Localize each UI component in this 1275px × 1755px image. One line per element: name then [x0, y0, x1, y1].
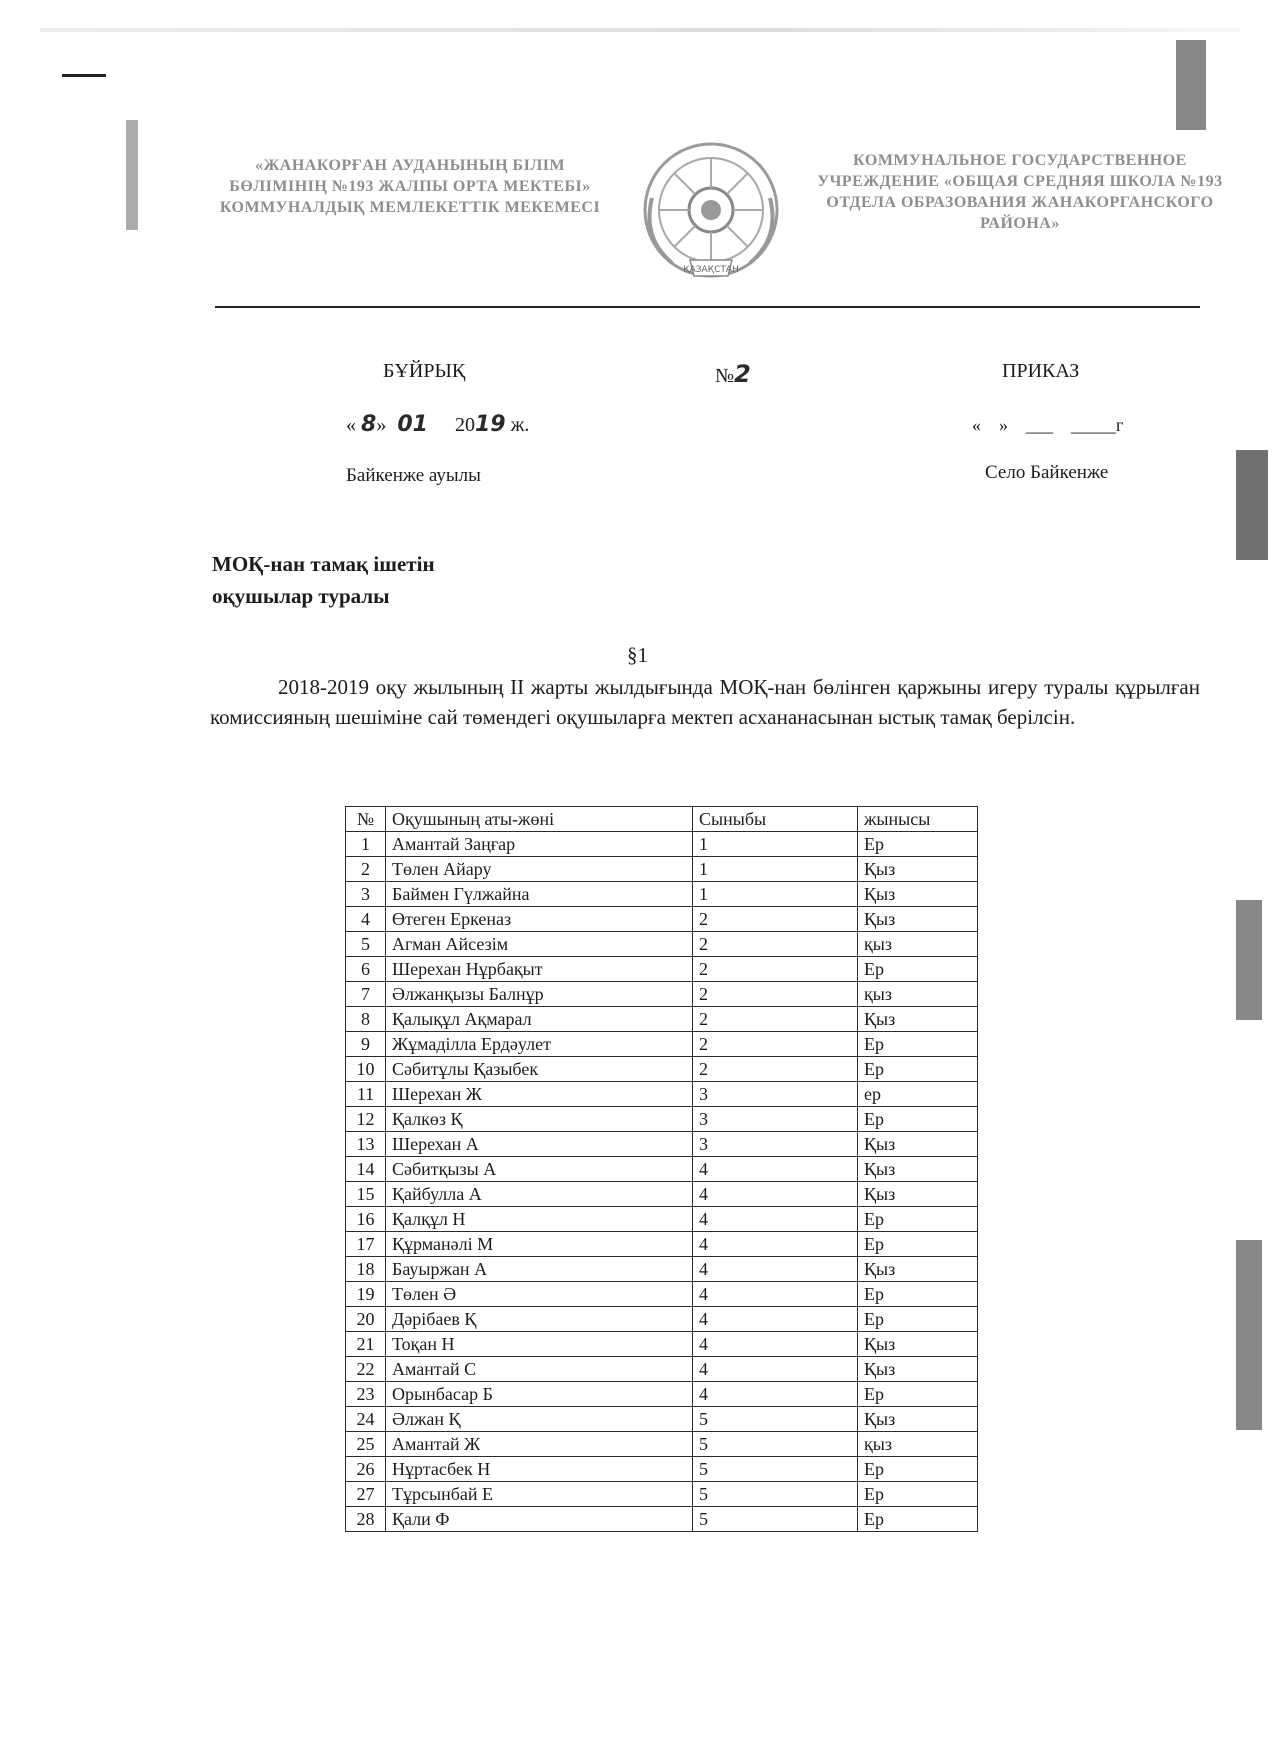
student-sex: Ер [858, 1507, 978, 1532]
scan-edge-line [40, 28, 1240, 32]
student-class: 3 [693, 1107, 858, 1132]
student-sex: Қыз [858, 907, 978, 932]
table-row [346, 1307, 978, 1332]
student-sex: Ер [858, 1307, 978, 1332]
student-name: Агман Айсезім [386, 932, 693, 957]
date-day: 8 [361, 412, 377, 437]
table-row [346, 1107, 978, 1132]
student-name: Қалқұл Н [386, 1207, 693, 1232]
header-divider [215, 306, 1200, 308]
row-number: 1 [346, 832, 386, 857]
student-name: Қайбулла А [386, 1182, 693, 1207]
scan-mark [126, 120, 138, 230]
student-name: Тұрсынбай Е [386, 1482, 693, 1507]
student-name: Төлен Ә [386, 1282, 693, 1307]
order-label-ru: ПРИКАЗ [1002, 360, 1080, 382]
student-sex: Ер [858, 1057, 978, 1082]
table-row [346, 1357, 978, 1382]
row-number: 28 [346, 1507, 386, 1532]
table-row [346, 907, 978, 932]
student-sex: Қыз [858, 1257, 978, 1282]
student-class: 4 [693, 1182, 858, 1207]
student-name: Бауыржан А [386, 1257, 693, 1282]
row-number: 23 [346, 1382, 386, 1407]
date-month: 01 [397, 412, 428, 437]
student-name: Баймен Гүлжайна [386, 882, 693, 907]
row-number: 20 [346, 1307, 386, 1332]
row-number: 19 [346, 1282, 386, 1307]
student-class: 4 [693, 1307, 858, 1332]
student-class: 2 [693, 1057, 858, 1082]
student-class: 4 [693, 1157, 858, 1182]
row-number: 17 [346, 1232, 386, 1257]
student-sex: Ер [858, 1107, 978, 1132]
student-class: 4 [693, 1357, 858, 1382]
student-sex: Қыз [858, 1332, 978, 1357]
table-row [346, 1257, 978, 1282]
header-class: Сыныбы [693, 807, 858, 832]
student-name: Амантай Заңғар [386, 832, 693, 857]
student-class: 4 [693, 1207, 858, 1232]
place-ru: Село Байкенже [985, 462, 1109, 483]
student-class: 4 [693, 1282, 858, 1307]
student-name: Дәрібаев Қ [386, 1307, 693, 1332]
student-sex: қыз [858, 932, 978, 957]
student-class: 5 [693, 1457, 858, 1482]
order-label-kz: БҰЙРЫҚ [383, 360, 466, 382]
date-suffix: ж. [510, 414, 530, 436]
order-number [715, 360, 751, 388]
student-sex: Қыз [858, 857, 978, 882]
table-row [346, 1432, 978, 1457]
student-name: Орынбасар Б [386, 1382, 693, 1407]
table-row [346, 1182, 978, 1207]
student-sex: қыз [858, 982, 978, 1007]
row-number: 11 [346, 1082, 386, 1107]
table-row [346, 832, 978, 857]
student-name: Құрманәлі М [386, 1232, 693, 1257]
student-class: 4 [693, 1332, 858, 1357]
date-year-suffix: 19 [474, 412, 506, 437]
row-number: 12 [346, 1107, 386, 1132]
table-row [346, 1332, 978, 1357]
student-name: Қалкөз Қ [386, 1107, 693, 1132]
row-number: 7 [346, 982, 386, 1007]
order-date-ru-blank: « » ___ _____г [972, 415, 1124, 435]
student-name: Жұмаділла Ердәулет [386, 1032, 693, 1057]
table-body [346, 832, 978, 1532]
student-class: 4 [693, 1257, 858, 1282]
date-close-quote: » [376, 414, 387, 436]
title-line-1: МОҚ-нан тамақ ішетін [212, 552, 435, 576]
row-number: 15 [346, 1182, 386, 1207]
table-row [346, 1032, 978, 1057]
table-row [346, 1207, 978, 1232]
row-number: 22 [346, 1357, 386, 1382]
table-row [346, 1132, 978, 1157]
table-row [346, 1407, 978, 1432]
table-row [346, 882, 978, 907]
student-sex: ер [858, 1082, 978, 1107]
student-sex: Ер [858, 1282, 978, 1307]
scan-dash [62, 74, 106, 77]
student-name: Амантай С [386, 1357, 693, 1382]
table-row [346, 1082, 978, 1107]
row-number: 18 [346, 1257, 386, 1282]
student-name: Әлжан Қ [386, 1407, 693, 1432]
header-left-organization: «ЖАНАКОРҒАН АУДАНЫНЫҢ БІЛІМ БӨЛІМІНІҢ №193 ЖАЛПЫ ОРТА МЕКТЕБІ» КОММУНАЛДЫҚ МЕМЛЕКЕТТІК МЕКЕМЕСІ [219, 157, 601, 216]
student-name: Қали Ф [386, 1507, 693, 1532]
scan-mark [1236, 1240, 1262, 1430]
student-class: 1 [693, 832, 858, 857]
student-sex: қыз [858, 1432, 978, 1457]
row-number: 2 [346, 857, 386, 882]
student-sex: Ер [858, 1032, 978, 1057]
student-name: Тоқан Н [386, 1332, 693, 1357]
table-header-row [346, 807, 978, 832]
table-row [346, 857, 978, 882]
state-emblem-icon [632, 138, 790, 286]
row-number: 13 [346, 1132, 386, 1157]
student-name: Өтеген Еркеназ [386, 907, 693, 932]
student-sex: Қыз [858, 1132, 978, 1157]
student-sex: Ер [858, 1382, 978, 1407]
student-class: 2 [693, 907, 858, 932]
section-sign: §1 [627, 643, 648, 667]
student-name: Төлен Айару [386, 857, 693, 882]
body-paragraph: 2018-2019 оқу жылының ІІ жарты жылдығында МОҚ-нан бөлінген қаржыны игеру туралы құрылған комиссияның шешіміне сай төмендегі оқушыларға мектеп асхананасынан ыстық тамақ берілсін. [210, 675, 1200, 729]
document-title [212, 548, 435, 612]
student-class: 1 [693, 857, 858, 882]
table-row [346, 1482, 978, 1507]
student-name: Шерехан Нұрбақыт [386, 957, 693, 982]
student-class: 5 [693, 1432, 858, 1457]
header-right-organization: КОММУНАЛЬНОЕ ГОСУДАРСТВЕННОЕ УЧРЕЖДЕНИЕ «ОБЩАЯ СРЕДНЯЯ ШКОЛА №193 ОТДЕЛА ОБРАЗОВАНИЯ ЖАНАКОРГАНСКОГО РАЙОНА» [817, 152, 1223, 232]
student-sex: Ер [858, 1207, 978, 1232]
student-sex: Ер [858, 957, 978, 982]
student-sex: Ер [858, 832, 978, 857]
table-row [346, 1457, 978, 1482]
table-row [346, 1507, 978, 1532]
table-row [346, 1057, 978, 1082]
table-row [346, 982, 978, 1007]
row-number: 21 [346, 1332, 386, 1357]
student-class: 5 [693, 1407, 858, 1432]
scan-mark [1236, 900, 1262, 1020]
student-class: 1 [693, 882, 858, 907]
row-number: 26 [346, 1457, 386, 1482]
student-sex: Қыз [858, 882, 978, 907]
student-name: Шерехан А [386, 1132, 693, 1157]
row-number: 10 [346, 1057, 386, 1082]
row-number: 5 [346, 932, 386, 957]
header-sex: жынысы [858, 807, 978, 832]
table-row [346, 1157, 978, 1182]
row-number: 25 [346, 1432, 386, 1457]
row-number: 4 [346, 907, 386, 932]
student-sex: Қыз [858, 1157, 978, 1182]
student-class: 2 [693, 982, 858, 1007]
table-row [346, 932, 978, 957]
header-number: № [346, 807, 386, 832]
date-open-quote: « [346, 414, 356, 436]
student-class: 2 [693, 932, 858, 957]
student-class: 2 [693, 1007, 858, 1032]
scan-mark [1236, 450, 1268, 560]
row-number: 24 [346, 1407, 386, 1432]
row-number: 14 [346, 1157, 386, 1182]
place-kz: Байкенже ауылы [346, 465, 481, 486]
student-class: 4 [693, 1382, 858, 1407]
student-sex: Ер [858, 1482, 978, 1507]
student-class: 3 [693, 1132, 858, 1157]
row-number: 9 [346, 1032, 386, 1057]
row-number: 16 [346, 1207, 386, 1232]
student-name: Сәбитұлы Қазыбек [386, 1057, 693, 1082]
student-class: 3 [693, 1082, 858, 1107]
student-sex: Ер [858, 1457, 978, 1482]
student-name: Әлжанқызы Балнұр [386, 982, 693, 1007]
order-date-kz [346, 412, 529, 437]
table-row [346, 1232, 978, 1257]
header-name: Оқушының аты-жөні [386, 807, 693, 832]
student-name: Амантай Ж [386, 1432, 693, 1457]
row-number: 8 [346, 1007, 386, 1032]
table-row [346, 1282, 978, 1307]
student-class: 5 [693, 1482, 858, 1507]
row-number: 27 [346, 1482, 386, 1507]
row-number: 3 [346, 882, 386, 907]
student-sex: Қыз [858, 1407, 978, 1432]
student-class: 2 [693, 1032, 858, 1057]
student-sex: Ер [858, 1232, 978, 1257]
emblem-text: ҚАЗАҚСТАН [683, 265, 739, 275]
student-sex: Қыз [858, 1007, 978, 1032]
student-sex: Қыз [858, 1357, 978, 1382]
student-name: Сәбитқызы А [386, 1157, 693, 1182]
order-number-value: 2 [734, 360, 751, 388]
student-class: 4 [693, 1232, 858, 1257]
date-year-prefix: 20 [454, 414, 475, 436]
title-line-2: оқушылар туралы [212, 584, 390, 608]
student-class: 5 [693, 1507, 858, 1532]
row-number: 6 [346, 957, 386, 982]
student-class: 2 [693, 957, 858, 982]
students-table [345, 806, 978, 1532]
table-row [346, 957, 978, 982]
student-name: Нұртасбек Н [386, 1457, 693, 1482]
student-sex: Қыз [858, 1182, 978, 1207]
student-name: Қалықұл Ақмарал [386, 1007, 693, 1032]
table-row [346, 1007, 978, 1032]
table-row [346, 1382, 978, 1407]
student-name: Шерехан Ж [386, 1082, 693, 1107]
order-number-label: № [715, 365, 735, 387]
scan-mark [1176, 40, 1206, 130]
